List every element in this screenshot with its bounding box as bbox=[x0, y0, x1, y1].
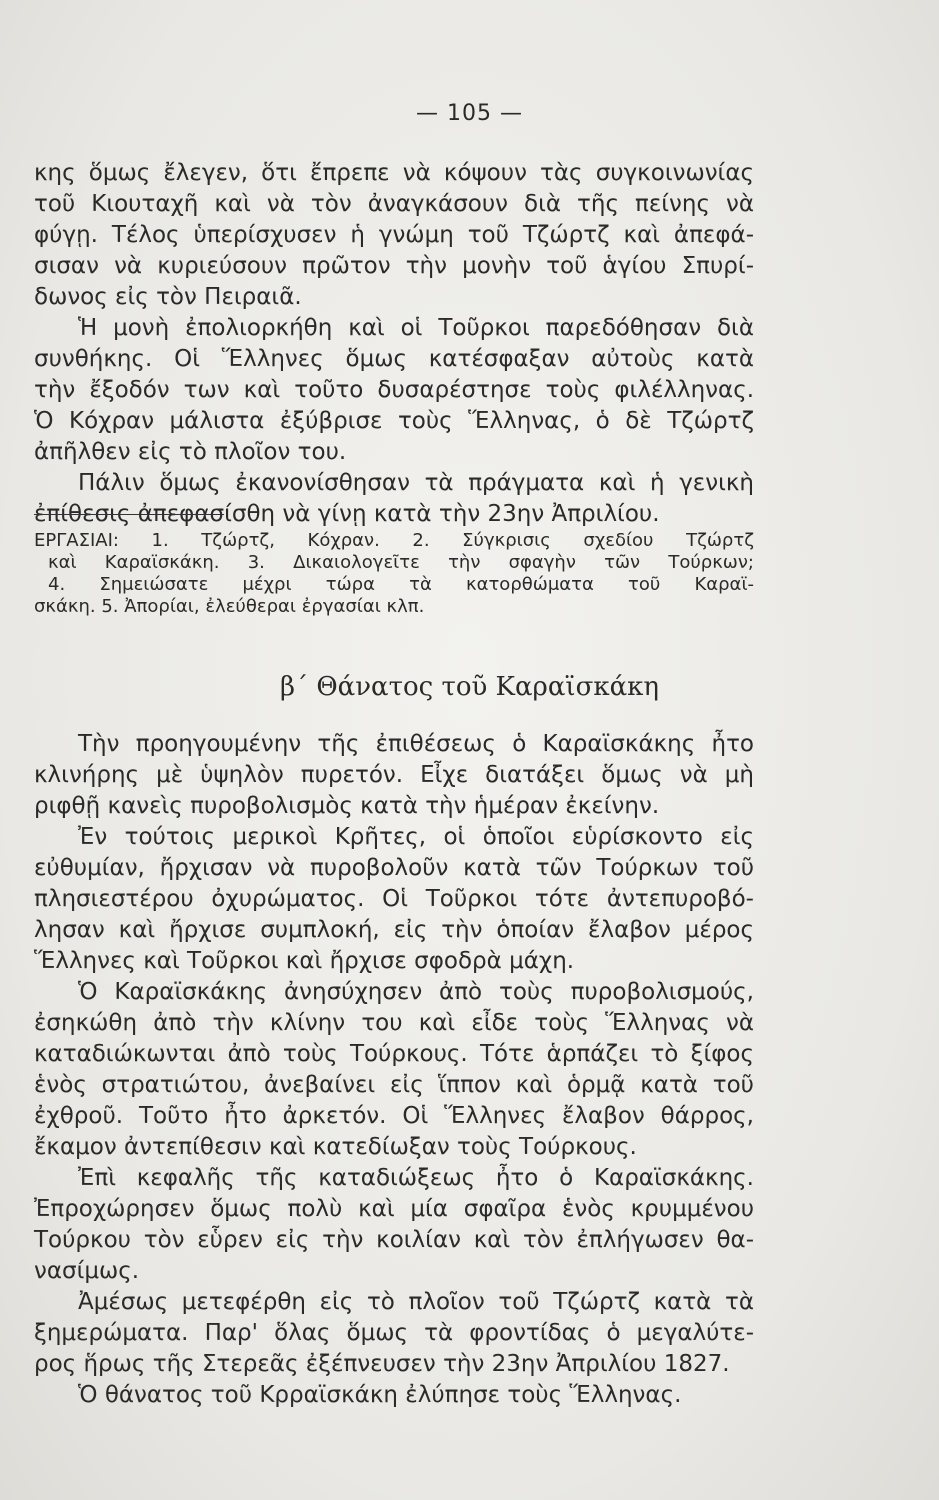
text-line: κλινήρης μὲ ὑψηλὸν πυρετόν. Εἶχε διατάξει ὅμως νὰ μὴ bbox=[34, 762, 754, 788]
paragraph bbox=[34, 729, 754, 822]
paragraph bbox=[34, 1163, 754, 1287]
text-line: Ἐπὶ κεφαλῆς τῆς καταδιώξεως ἦτο ὁ Καραϊσκάκης. bbox=[78, 1165, 754, 1191]
text-line: ἀπῆλθεν εἰς τὸ πλοῖον του. bbox=[34, 439, 347, 465]
notes-divider bbox=[34, 514, 224, 515]
text-line: καταδιώκωνται ἀπὸ τοὺς Τούρκους. Τότε ἁρπάζει τὸ ξίφος bbox=[34, 1041, 754, 1067]
text-line: σισαν νὰ κυριεύσουν πρῶτον τὴν μονὴν τοῦ ἁγίου Σπυρί- bbox=[34, 253, 754, 279]
text-line: Ὁ θάνατος τοῦ Κρραϊσκάκη ἐλύπησε τοὺς Ἕλληνας. bbox=[78, 1382, 682, 1408]
text-line: ρος ἥρως τῆς Στερεᾶς ἐξέπνευσεν τὴν 23ην Ἀπριλίου 1827. bbox=[34, 1351, 730, 1377]
text-block-bottom bbox=[34, 729, 754, 1411]
paragraph bbox=[34, 468, 754, 530]
text-line: Ἀμέσως μετεφέρθη εἰς τὸ πλοῖον τοῦ Τζώρτζ κατὰ τὰ bbox=[78, 1289, 754, 1315]
text-line: λησαν καὶ ἤρχισε συμπλοκή, εἰς τὴν ὁποίαν ἔλαβον μέρος bbox=[34, 917, 754, 943]
text-line: Πάλιν ὅμως ἐκανονίσθησαν τὰ πράγματα καὶ ἡ γενικὴ bbox=[78, 470, 754, 496]
text-line: εὐθυμίαν, ἤρχισαν νὰ πυροβολοῦν κατὰ τῶν Τούρκων τοῦ bbox=[34, 855, 754, 881]
text-line: ἐπίθεσις ἀπεφασίσθη νὰ γίνῃ κατὰ τὴν 23ην Ἀπριλίου. bbox=[34, 501, 660, 527]
paragraph bbox=[34, 313, 754, 468]
text-line: κης ὅμως ἔλεγεν, ὅτι ἔπρεπε νὰ κόψουν τὰς συγκοινωνίας bbox=[34, 160, 754, 186]
text-line: ξημερώματα. Παρ' ὅλας ὅμως τὰ φροντίδας ὁ μεγαλύτε- bbox=[34, 1320, 754, 1346]
text-line: Ἐπροχώρησεν ὅμως πολὺ καὶ μία σφαῖρα ἑνὸς κρυμμένου bbox=[34, 1196, 754, 1222]
text-line: ἐχθροῦ. Τοῦτο ἦτο ἀρκετόν. Οἱ Ἕλληνες ἔλαβον θάρρος, bbox=[34, 1103, 754, 1129]
text-line: ἔκαμον ἀντεπίθεσιν καὶ κατεδίωξαν τοὺς Τούρκους. bbox=[34, 1134, 637, 1160]
paragraph bbox=[34, 977, 754, 1163]
note-line: ΕΡΓΑΣΙΑΙ: 1. Τζώρτζ, Κόχραν. 2. Σύγκρισις σχεδίου Τζώρτζ bbox=[34, 530, 754, 551]
text-line: νασίμως. bbox=[34, 1258, 140, 1284]
paragraph bbox=[34, 158, 754, 313]
text-line: Τὴν προηγουμένην τῆς ἐπιθέσεως ὁ Καραϊσκάκης ἦτο bbox=[78, 731, 754, 757]
text-line: τοῦ Κιουταχῆ καὶ νὰ τὸν ἀναγκάσουν διὰ τῆς πείνης νὰ bbox=[34, 191, 754, 217]
text-line: Ἡ μονὴ ἐπολιορκήθη καὶ οἱ Τοῦρκοι παρεδόθησαν διὰ bbox=[78, 315, 754, 341]
text-line: πλησιεστέρου ὀχυρώματος. Οἱ Τοῦρκοι τότε ἀντεπυροβό- bbox=[34, 886, 754, 912]
text-line: δωνος εἰς τὸν Πειραιᾶ. bbox=[34, 284, 302, 310]
text-block-top bbox=[34, 158, 754, 530]
text-line: συνθήκης. Οἱ Ἕλληνες ὅμως κατέσφαξαν αὐτοὺς κατὰ bbox=[34, 346, 754, 372]
exercises-notes bbox=[34, 530, 754, 618]
paragraph bbox=[34, 822, 754, 977]
text-line: Ἕλληνες καὶ Τοῦρκοι καὶ ἤρχισε σφοδρὰ μάχη. bbox=[34, 948, 575, 974]
text-line: Ὁ Καραϊσκάκης ἀνησύχησεν ἀπὸ τοὺς πυροβολισμούς, bbox=[78, 979, 754, 1005]
text-line: ἑνὸς στρατιώτου, ἀνεβαίνει εἰς ἵππον καὶ ὁρμᾷ κατὰ τοῦ bbox=[34, 1072, 754, 1098]
text-line: ἐσηκώθη ἀπὸ τὴν κλίνην του καὶ εἶδε τοὺς Ἕλληνας νὰ bbox=[34, 1010, 754, 1036]
note-line: σκάκη. 5. Ἀπορίαι, ἐλεύθεραι ἐργασίαι κλπ. bbox=[34, 596, 425, 617]
note-line: καὶ Καραϊσκάκη. 3. Δικαιολογεῖτε τὴν σφαγὴν τῶν Τούρκων; bbox=[48, 552, 754, 573]
text-line: Ὁ Κόχραν μάλιστα ἐξύβρισε τοὺς Ἕλληνας, ὁ δὲ Τζώρτζ bbox=[34, 408, 754, 434]
text-line: τὴν ἔξοδόν των καὶ τοῦτο δυσαρέστησε τοὺς φιλέλληνας. bbox=[34, 377, 754, 403]
paragraph bbox=[34, 1287, 754, 1380]
text-line: Ἐν τούτοις μερικοὶ Κρῆτες, οἱ ὁποῖοι εὑρίσκοντο εἰς bbox=[78, 824, 754, 850]
paragraph bbox=[34, 1380, 754, 1411]
note-line: 4. Σημειώσατε μέχρι τώρα τὰ κατορθώματα τοῦ Καραϊ- bbox=[48, 574, 754, 595]
text-line: φύγῃ. Τέλος ὑπερίσχυσεν ἡ γνώμη τοῦ Τζώρτζ καὶ ἀπεφά- bbox=[34, 222, 754, 248]
text-line: ριφθῇ κανεὶς πυροβολισμὸς κατὰ τὴν ἡμέραν ἐκείνην. bbox=[34, 793, 660, 819]
section-heading: β΄ Θάνατος τοῦ Καραϊσκάκη bbox=[280, 672, 659, 702]
text-line: Τούρκου τὸν εὗρεν εἰς τὴν κοιλίαν καὶ τὸν ἐπλήγωσεν θα- bbox=[34, 1227, 754, 1253]
page-number: — 105 — bbox=[416, 101, 523, 126]
